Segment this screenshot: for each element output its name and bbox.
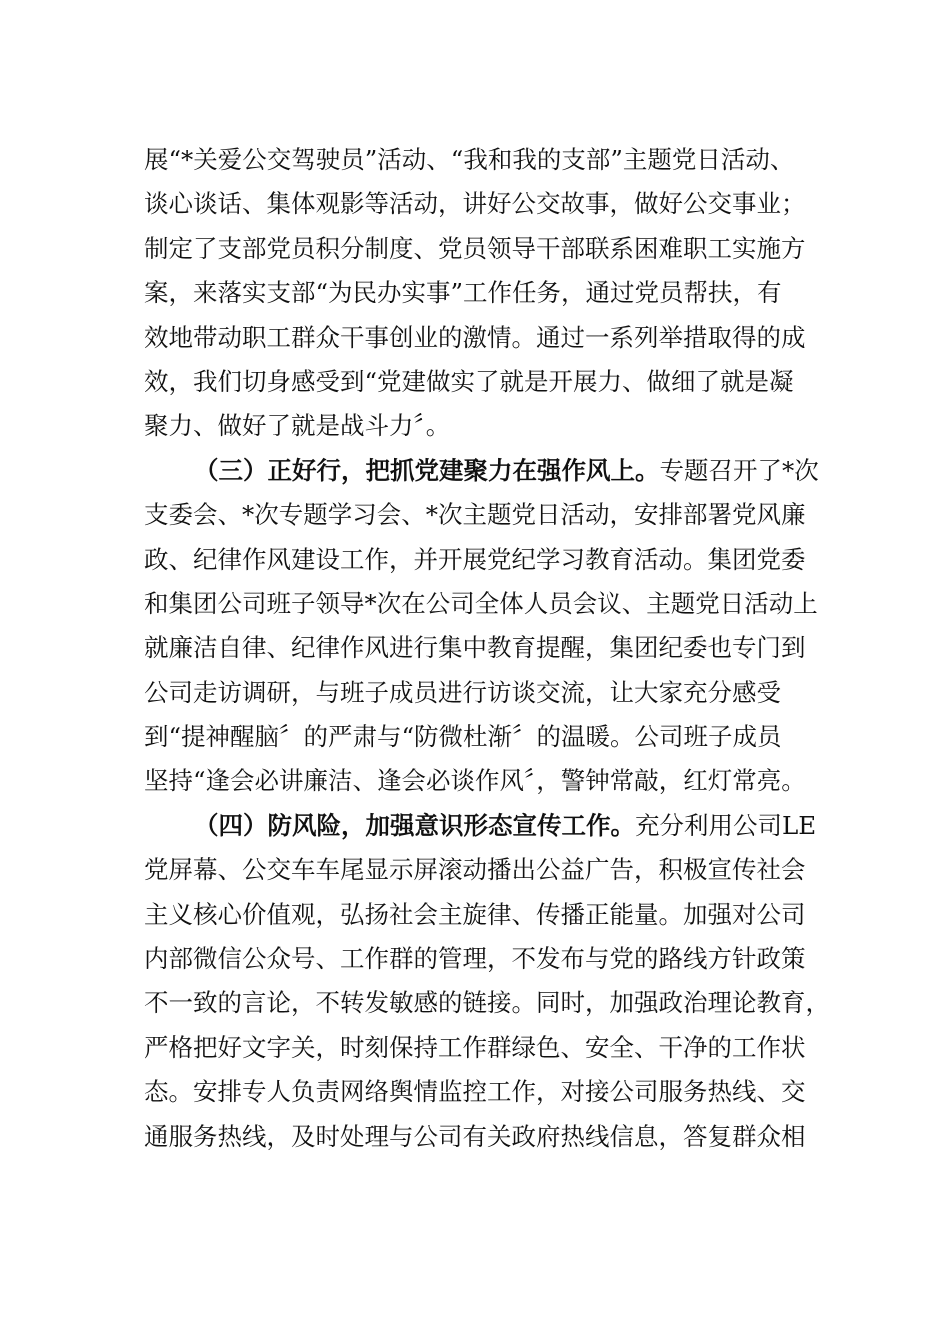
section-heading-4: （四）防风险，加强意识形态宣传工作。 bbox=[194, 810, 635, 840]
body-text bbox=[144, 138, 844, 1159]
section-heading-line bbox=[144, 804, 844, 848]
text-line: 坚持“逢会必讲廉洁、逢会必谈作风〞，警钟常敲，红灯常亮。 bbox=[144, 766, 806, 796]
text-line: 就廉洁自律、纪律作风进行集中教育提醒，集团纪委也专门到 bbox=[144, 633, 806, 663]
text-line: 谈心谈话、集体观影等活动，讲好公交故事，做好公交事业； bbox=[144, 189, 806, 219]
text-line: 案，来落实支部“为民办实事”工作任务，通过党员帮扶，有 bbox=[144, 278, 782, 308]
text-line: 态。安排专人负责网络舆情监控工作，对接公司服务热线、交 bbox=[144, 1077, 806, 1107]
section-heading-3: （三）正好行，把抓党建聚力在强作风上。 bbox=[194, 455, 660, 485]
text-line: 展“*关爱公交驾驶员”活动、“我和我的支部”主题党日活动、 bbox=[144, 145, 795, 174]
text-line: 和集团公司班子领导*次在公司全体人员会议、主题党日活动上 bbox=[144, 588, 818, 618]
section-heading-line bbox=[144, 449, 844, 493]
text-line: 支委会、*次专题学习会、*次主题党日活动，安排部署党风廉 bbox=[144, 500, 806, 530]
text-line: 到“提神醒脑〞的严肃与“防微杜渐〞的温暖。公司班子成员 bbox=[144, 722, 782, 752]
text-line: 政、纪律作风建设工作，并开展党纪学习教育活动。集团党委 bbox=[144, 544, 806, 574]
section-lead-text: 专题召开了*次 bbox=[659, 455, 819, 485]
text-line: 效，我们切身感受到“党建做实了就是开展力、做细了就是凝 bbox=[144, 366, 794, 396]
text-line: 制定了支部党员积分制度、党员领导干部联系困难职工实施方 bbox=[144, 233, 806, 263]
text-line: 内部微信公众号、工作群的管理，不发布与党的路线方针政策 bbox=[144, 944, 806, 974]
text-line: 聚力、做好了就是战斗力〞。 bbox=[144, 411, 451, 441]
section-lead-text: 充分利用公司LE bbox=[635, 810, 817, 840]
text-line: 主义核心价值观，弘扬社会主旋律、传播正能量。加强对公司 bbox=[144, 899, 806, 929]
text-line: 严格把好文字关，时刻保持工作群绿色、安全、干净的工作状 bbox=[144, 1032, 806, 1062]
text-line: 不一致的言论，不转发敏感的链接。同时，加强政治理论教育， bbox=[144, 988, 830, 1018]
text-line: 公司走访调研，与班子成员进行访谈交流，让大家充分感受 bbox=[144, 677, 781, 707]
text-line: 效地带动职工群众干事创业的激情。通过一系列举措取得的成 bbox=[144, 322, 806, 352]
text-line: 通服务热线，及时处理与公司有关政府热线信息，答复群众相 bbox=[144, 1121, 806, 1151]
text-line: 党屏幕、公交车车尾显示屏滚动播出公益广告，积极宣传社会 bbox=[144, 855, 806, 885]
